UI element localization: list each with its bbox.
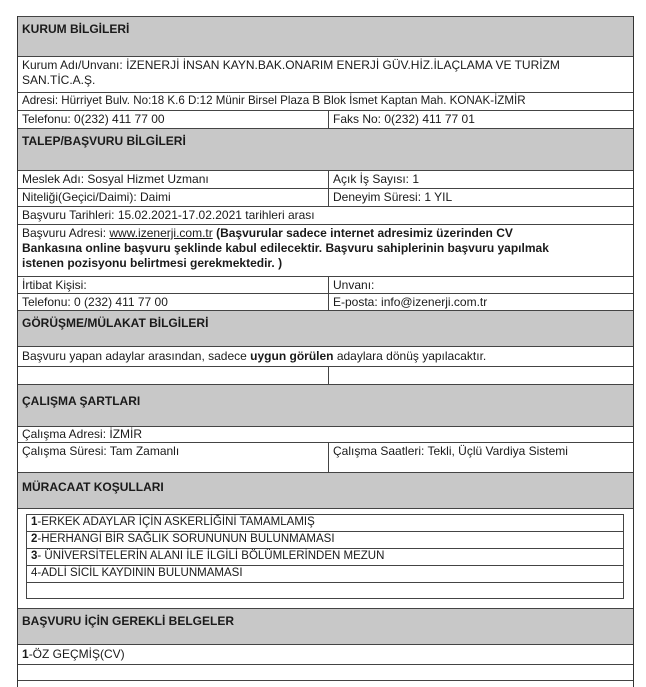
contact-phone: Telefonu: 0 (232) 411 77 00	[22, 295, 168, 309]
work-address: Çalışma Adresi: İZMİR	[22, 427, 143, 441]
talep-address-row	[18, 224, 633, 276]
kurum-fax: Faks No: 0(232) 411 77 01	[333, 112, 475, 126]
kurum-name-cell	[18, 57, 622, 88]
belgeler-blank-row	[18, 664, 633, 680]
section-header-muracaat	[18, 472, 633, 508]
condition-text: 4-ADLİ SİCİL KAYDININ BULUNMAMASI	[31, 567, 243, 579]
calisma-address-row	[18, 426, 633, 442]
kurum-name-value: İZENERJİ İNSAN KAYN.BAK.ONARIM ENERJİ GÜV.HİZ.İLAÇLAMA VE TURİZM SAN.TİC.A.Ş.	[22, 58, 560, 87]
kurum-phone: Telefonu: 0(232) 411 77 00	[22, 112, 165, 126]
condition-text: -HERHANGİ BİR SAĞLIK SORUNUNUN BULUNMAMASI	[37, 533, 335, 545]
talep-contact-row	[18, 276, 633, 293]
interview-text-bold: uygun görülen	[250, 349, 334, 363]
section-title: GÖRÜŞME/MÜLAKAT BİLGİLERİ	[22, 316, 209, 330]
application-note-line1: (Başvurular sadece internet adresimiz üzerinden CV	[216, 226, 513, 240]
job-title: Meslek Adı: Sosyal Hizmet Uzmanı	[22, 172, 209, 186]
condition-item	[26, 565, 624, 582]
job-type: Niteliği(Geçici/Daimi): Daimi	[22, 190, 171, 204]
interview-text-end: adaylara dönüş yapılacaktır.	[333, 349, 487, 363]
section-header-gorusme	[18, 310, 633, 346]
section-title: MÜRACAAT KOŞULLARI	[22, 480, 164, 494]
condition-item	[26, 531, 624, 548]
gorusme-blank-row	[18, 366, 633, 384]
application-note-line2: Bankasına online başvuru şeklinde kabul edilecektir. Başvuru sahiplerinin başvuru yapılmak	[22, 241, 549, 255]
section-header-kurum	[18, 16, 633, 56]
application-address-cell	[18, 225, 633, 271]
condition-item-blank	[26, 582, 624, 599]
application-dates: Başvuru Tarihleri: 15.02.2021-17.02.2021 tarihleri arası	[22, 208, 315, 222]
contact-email: E-posta: info@izenerji.com.tr	[333, 295, 488, 309]
gorusme-text-row	[18, 346, 633, 366]
condition-text: -ERKEK ADAYLAR İÇİN ASKERLİĞİNİ TAMAMLAMIŞ	[37, 516, 315, 528]
document-text: -ÖZ GEÇMİŞ(CV)	[28, 647, 125, 661]
application-address-label: Başvuru Adresi:	[22, 226, 107, 240]
kurum-name-row	[18, 56, 633, 92]
section-title: ÇALIŞMA ŞARTLARI	[22, 394, 141, 408]
kurum-phone-row	[18, 110, 633, 128]
contact-title: Unvanı:	[333, 278, 375, 292]
section-header-belgeler	[18, 608, 633, 644]
interview-info	[18, 347, 633, 366]
work-duration: Çalışma Süresi: Tam Zamanlı	[22, 444, 180, 458]
column-divider	[328, 367, 329, 384]
work-hours: Çalışma Saatleri: Tekli, Üçlü Vardiya Sistemi	[333, 444, 568, 458]
talep-phone-row	[18, 293, 633, 310]
section-title: KURUM BİLGİLERİ	[22, 22, 130, 36]
talep-dates-row	[18, 206, 633, 224]
talep-meslek-row	[18, 170, 633, 188]
kurum-name-label: Kurum Adı/Unvanı:	[22, 58, 123, 72]
experience-required: Deneyim Süresi: 1 YIL	[333, 190, 453, 204]
talep-nitelik-row	[18, 188, 633, 206]
section-title: BAŞVURU İÇİN GEREKLİ BELGELER	[22, 614, 235, 628]
condition-number: 2	[31, 533, 38, 545]
belgeler-item-row	[18, 644, 633, 664]
section-header-calisma	[18, 384, 633, 426]
condition-number: 3	[31, 550, 38, 562]
contact-person: İrtibat Kişisi:	[22, 278, 87, 292]
document-item	[18, 645, 633, 664]
open-positions: Açık İş Sayısı: 1	[333, 172, 420, 186]
interview-text-start: Başvuru yapan adaylar arasından, sadece	[22, 349, 251, 363]
application-website-link[interactable]: www.izenerji.com.tr	[109, 226, 213, 240]
belgeler-blank-row-2	[18, 680, 633, 687]
kurum-address: Adresi: Hürriyet Bulv. No:18 K.6 D:12 Münir Birsel Plaza B Blok İsmet Kaptan Mah. KONAK-İZMİR	[22, 94, 526, 107]
condition-text: - ÜNİVERSİTELERİN ALANI İLE İLGİLİ BÖLÜMLERİNDEN MEZUN	[37, 550, 385, 562]
condition-item	[26, 548, 624, 565]
document-number: 1	[22, 647, 29, 661]
job-posting-form	[17, 16, 634, 687]
section-header-talep	[18, 128, 633, 170]
calisma-sure-row	[18, 442, 633, 472]
section-title: TALEP/BAŞVURU BİLGİLERİ	[22, 134, 186, 148]
condition-item	[26, 514, 624, 531]
kurum-address-row	[18, 92, 633, 110]
condition-number: 1	[31, 516, 38, 528]
application-note-line3: istenen pozisyonu belirtmesi gerekmektedir. )	[22, 256, 283, 270]
muracaat-list-container	[18, 508, 633, 608]
